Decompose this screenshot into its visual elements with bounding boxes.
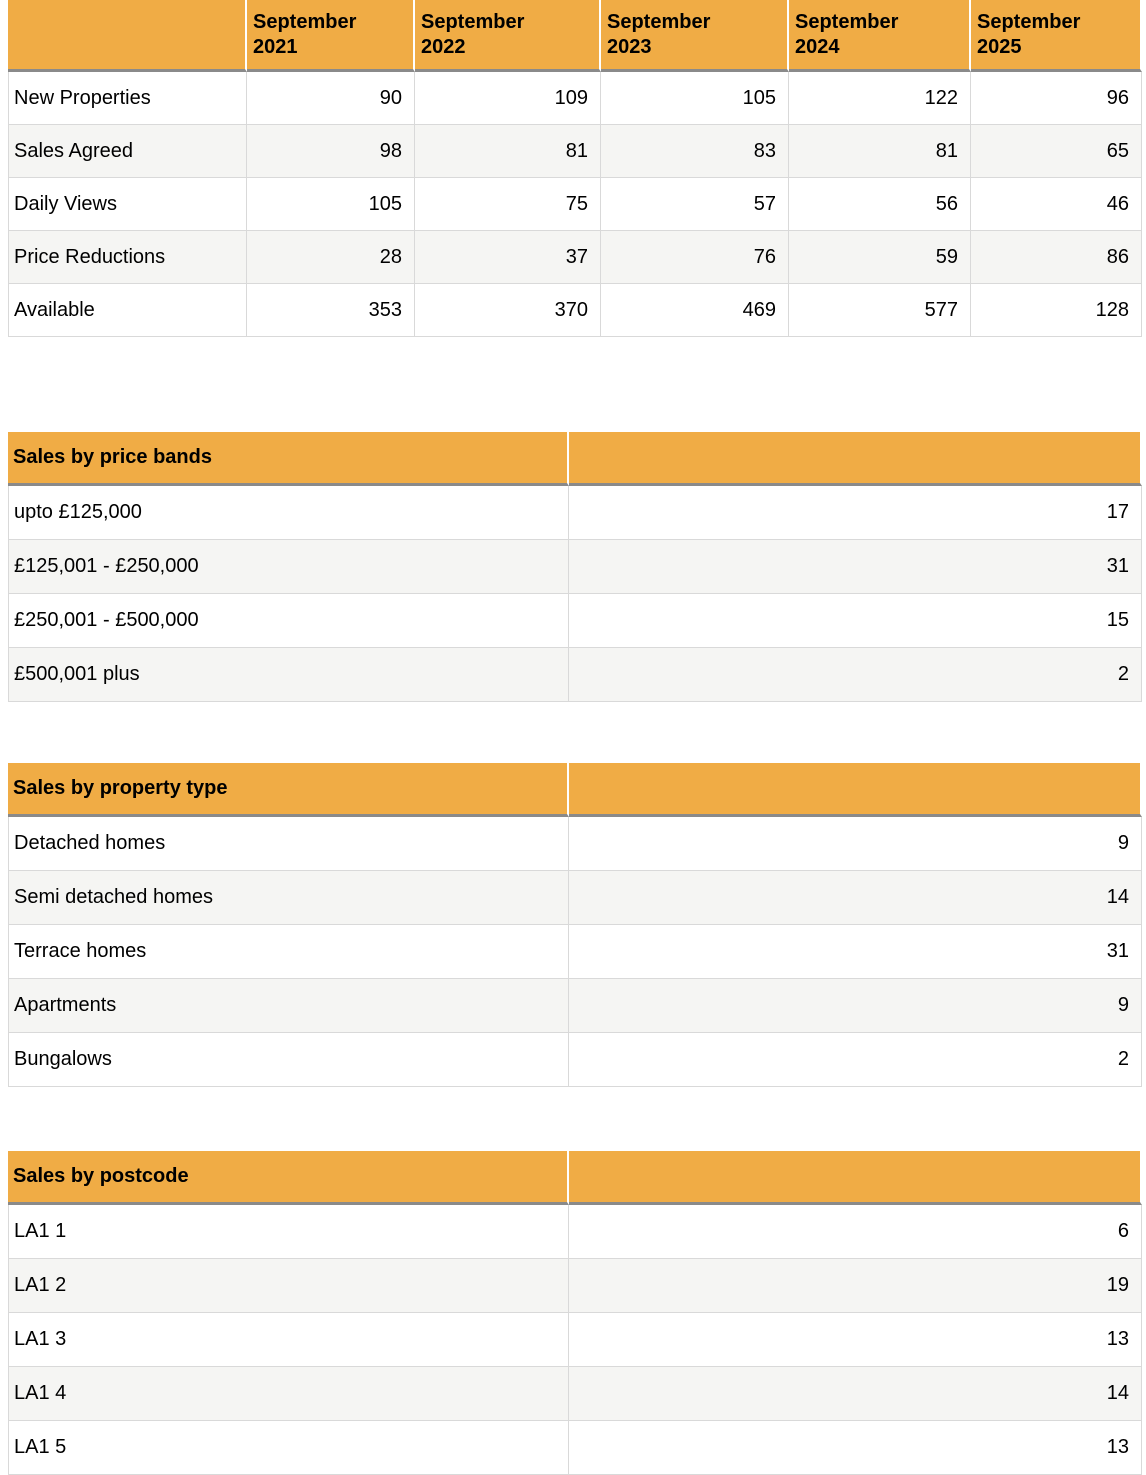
value-cell: 98	[247, 125, 415, 178]
value-cell: 128	[971, 284, 1142, 337]
sales-by-postcode	[8, 1151, 1142, 1475]
table-row	[8, 925, 1142, 979]
table-row	[8, 817, 1142, 871]
table-title	[8, 763, 569, 817]
table-title-label: Sales by postcode	[13, 1165, 189, 1187]
table-title	[8, 1151, 569, 1205]
monthly-metrics-table	[8, 0, 1146, 337]
value-cell: 14	[569, 871, 1142, 925]
table-title	[8, 432, 569, 486]
column-header	[971, 0, 1142, 72]
value-cell: 65	[971, 125, 1142, 178]
row-label: £125,001 - £250,000	[8, 540, 569, 594]
table-row	[8, 178, 1142, 231]
row-label: LA1 4	[8, 1367, 569, 1421]
value-cell: 6	[569, 1205, 1142, 1259]
value-cell: 370	[415, 284, 601, 337]
row-label: Price Reductions	[8, 231, 247, 284]
value-cell: 15	[569, 594, 1142, 648]
sales-by-price-bands	[8, 432, 1142, 702]
column-header-label: September 2023	[607, 10, 711, 58]
table-row	[8, 594, 1142, 648]
column-header	[415, 0, 601, 72]
row-label: Bungalows	[8, 1033, 569, 1087]
value-cell: 59	[789, 231, 971, 284]
value-cell: 37	[415, 231, 601, 284]
row-label: LA1 5	[8, 1421, 569, 1475]
table-row	[8, 1259, 1142, 1313]
value-cell: 19	[569, 1259, 1142, 1313]
row-label: Daily Views	[8, 178, 247, 231]
row-label: £250,001 - £500,000	[8, 594, 569, 648]
empty-header-cell	[569, 763, 1142, 817]
row-label: LA1 1	[8, 1205, 569, 1259]
value-cell: 105	[247, 178, 415, 231]
value-cell: 13	[569, 1421, 1142, 1475]
value-cell: 109	[415, 72, 601, 125]
value-cell: 75	[415, 178, 601, 231]
column-header-label: September 2022	[421, 10, 525, 58]
table-row	[8, 648, 1142, 702]
value-cell: 83	[601, 125, 789, 178]
table-title-label: Sales by price bands	[13, 446, 212, 468]
row-label: Apartments	[8, 979, 569, 1033]
value-cell: 2	[569, 648, 1142, 702]
value-cell: 353	[247, 284, 415, 337]
value-cell: 17	[569, 486, 1142, 540]
column-header	[789, 0, 971, 72]
value-cell: 9	[569, 979, 1142, 1033]
value-cell: 9	[569, 817, 1142, 871]
sales-by-property-type	[8, 763, 1142, 1087]
monthly-metrics	[8, 0, 1142, 337]
value-cell: 469	[601, 284, 789, 337]
table-row	[8, 540, 1142, 594]
column-header-label: September 2025	[977, 10, 1081, 58]
table-row	[8, 979, 1142, 1033]
table-row	[8, 1205, 1142, 1259]
table-row	[8, 1367, 1142, 1421]
table-title-label: Sales by property type	[13, 777, 228, 799]
value-cell: 31	[569, 540, 1142, 594]
value-cell: 577	[789, 284, 971, 337]
table-row	[8, 1313, 1142, 1367]
empty-header-cell	[569, 1151, 1142, 1205]
value-cell: 122	[789, 72, 971, 125]
table-row	[8, 125, 1142, 178]
empty-header-cell	[8, 0, 247, 72]
value-cell: 28	[247, 231, 415, 284]
value-cell: 96	[971, 72, 1142, 125]
header-row	[8, 0, 1142, 72]
table-row	[8, 1421, 1142, 1475]
row-label: LA1 2	[8, 1259, 569, 1313]
table-row	[8, 284, 1142, 337]
table-row	[8, 231, 1142, 284]
row-label: Available	[8, 284, 247, 337]
value-cell: 13	[569, 1313, 1142, 1367]
header-row	[8, 1151, 1142, 1205]
sales-by-postcode-table	[8, 1151, 1146, 1475]
row-label: Detached homes	[8, 817, 569, 871]
column-header	[247, 0, 415, 72]
table-row	[8, 871, 1142, 925]
value-cell: 14	[569, 1367, 1142, 1421]
value-cell: 81	[789, 125, 971, 178]
row-label: Sales Agreed	[8, 125, 247, 178]
table-row	[8, 72, 1142, 125]
row-label: New Properties	[8, 72, 247, 125]
table-row	[8, 486, 1142, 540]
row-label: LA1 3	[8, 1313, 569, 1367]
value-cell: 46	[971, 178, 1142, 231]
header-row	[8, 763, 1142, 817]
row-label: Semi detached homes	[8, 871, 569, 925]
value-cell: 56	[789, 178, 971, 231]
value-cell: 90	[247, 72, 415, 125]
value-cell: 57	[601, 178, 789, 231]
column-header-label: September 2024	[795, 10, 899, 58]
column-header-label: September 2021	[253, 10, 357, 58]
header-row	[8, 432, 1142, 486]
value-cell: 2	[569, 1033, 1142, 1087]
value-cell: 31	[569, 925, 1142, 979]
row-label: Terrace homes	[8, 925, 569, 979]
sales-by-price-bands-table	[8, 432, 1146, 702]
table-row	[8, 1033, 1142, 1087]
value-cell: 81	[415, 125, 601, 178]
sales-by-property-type-table	[8, 763, 1146, 1087]
column-header	[601, 0, 789, 72]
value-cell: 76	[601, 231, 789, 284]
value-cell: 105	[601, 72, 789, 125]
value-cell: 86	[971, 231, 1142, 284]
empty-header-cell	[569, 432, 1142, 486]
property-sales-report	[8, 0, 1146, 1475]
row-label: £500,001 plus	[8, 648, 569, 702]
row-label: upto £125,000	[8, 486, 569, 540]
